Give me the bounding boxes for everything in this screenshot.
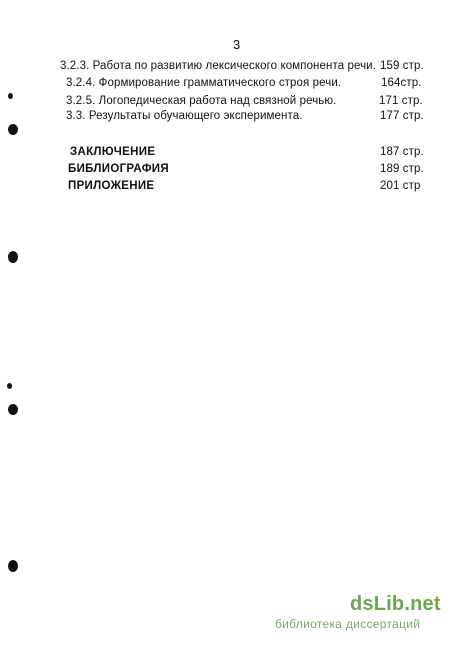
toc-entry-title: 3.3. Результаты обучающего эксперимента. <box>66 110 303 122</box>
punch-hole <box>8 404 18 415</box>
toc-entry-page: 164стр. <box>381 77 422 89</box>
toc-entry <box>0 146 450 162</box>
toc-entry <box>0 180 450 196</box>
toc-entry <box>0 163 450 179</box>
toc-entry-title: ПРИЛОЖЕНИЕ <box>68 180 155 192</box>
toc-entry-page: 201 стр <box>380 180 421 192</box>
page-number: 3 <box>233 37 241 52</box>
toc-entry-title: БИБЛИОГРАФИЯ <box>68 163 169 175</box>
watermark-logo: dsLib.net <box>350 593 441 615</box>
toc-entry-page: 171 стр. <box>379 95 423 107</box>
toc-entry-title: 3.2.3. Работа по развитию лексического компонента речи. <box>60 60 377 72</box>
punch-hole <box>8 124 18 135</box>
toc-entry-page: 177 стр. <box>380 110 424 122</box>
toc-entry <box>0 95 450 111</box>
punch-hole <box>8 251 18 263</box>
toc-entry-title: 3.2.4. Формирование грамматического строя речи. <box>66 77 342 89</box>
toc-entry-title: 3.2.5. Логопедическая работа над связной речью. <box>66 95 337 107</box>
punch-hole <box>7 383 12 389</box>
toc-entry-title: ЗАКЛЮЧЕНИЕ <box>70 146 156 158</box>
toc-entry-page: 189 стр. <box>380 163 424 175</box>
toc-entry-page: 187 стр. <box>380 146 424 158</box>
toc-entry <box>0 60 450 76</box>
toc-entry-page: 159 стр. <box>380 60 424 72</box>
punch-hole <box>8 560 18 572</box>
toc-entry <box>0 77 450 93</box>
toc-entry <box>0 110 450 126</box>
watermark-subtitle: библиотека диссертаций <box>275 617 421 631</box>
punch-hole <box>8 93 13 99</box>
